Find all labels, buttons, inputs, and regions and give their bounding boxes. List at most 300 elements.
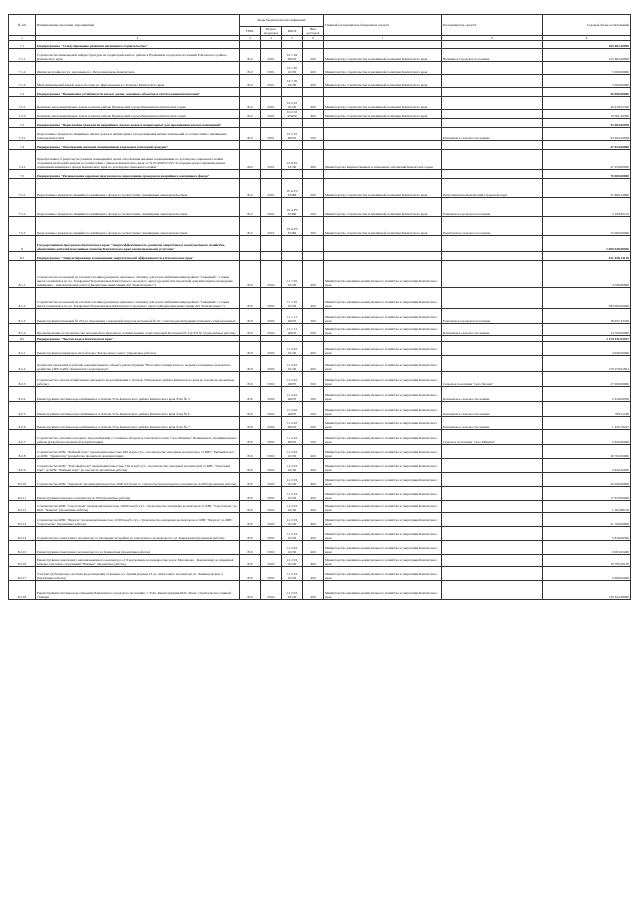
row-name: Реконструкция самотечного канализационного коллектора от 8 км (камеры на перекрестке дорог Молчанова - Ковальская) до приемной камеры очистных сооружений "Южные" (проектные работы) <box>36 555 240 567</box>
row-name: Реконструкция системы водоснабжения в п. Ключи Усть-Камчатского района Камчатского края Этап № 5 <box>36 387 240 402</box>
row-kcsr: 11 1 05 10130 <box>282 288 303 309</box>
row-volume: 2 960,00000 <box>543 567 631 581</box>
row-glav: Министерство жилищно-коммунального хозяйства и энергетики Камчатского края <box>324 473 442 487</box>
header-volume: Годовой объем ассигнований <box>543 15 631 36</box>
row-number: 7.4 <box>9 141 36 150</box>
row-name: Подпрограмма "Обеспечение жилыми помещениями отдельных категорий граждан" <box>36 141 240 150</box>
table-row <box>9 501 631 513</box>
row-glav: Министерство жилищно-коммунального хозяйства и энергетики Камчатского края <box>324 387 442 402</box>
row-glav: Министерство жилищно-коммунального хозяйства и энергетики Камчатского края <box>324 372 442 387</box>
row-rasp: Сельское поселение "село Манилы" <box>442 430 543 445</box>
row-kcsr: 11 2 03 10130 <box>282 445 303 459</box>
row-grbs: 810 <box>240 581 261 600</box>
row-grbs: 812 <box>240 217 261 236</box>
row-rasp <box>442 356 543 372</box>
row-vid: 400 <box>303 473 324 487</box>
table-row <box>9 179 631 198</box>
row-volume: 21 700,00000 <box>543 513 631 527</box>
row-glav: Министерство жилищно-коммунального хозяйства и энергетики Камчатского края <box>324 288 442 309</box>
row-grbs: 810 <box>240 324 261 336</box>
row-rasp <box>442 288 543 309</box>
table-row <box>9 110 631 119</box>
row-rasp <box>442 541 543 555</box>
row-name: Приобретение (строительство) жилых помещений в целях обеспечения жилыми помещениями по договорам социального найма отдельных категорий граждан в соответствии с Законом Камчатского края от 31.03.2009 N 253 "О порядке предоставления жилых помещений жилищного фонда Камчатского края по договорам социального найма" <box>36 150 240 170</box>
row-grbs: 810 <box>240 356 261 372</box>
row-name: Комплекс многоквартирных домов в жилом районе Приморский города Вилючинска Камчатского края <box>36 110 240 119</box>
row-razdel: 0502 <box>261 261 282 288</box>
row-razdel: 0502 <box>261 555 282 567</box>
row-vid: 400 <box>303 288 324 309</box>
row-name: Многоквартирный жилой дом в поселке ул. Жупановская в г. Елизово Камчатского края <box>36 75 240 88</box>
row-vid <box>303 236 324 252</box>
row-vid: 400 <box>303 527 324 541</box>
row-volume: 29 290,00000 <box>543 473 631 487</box>
row-kcsr: 11 2 02 40070 <box>282 402 303 417</box>
header-name: Наименование программ, мероприятий <box>36 15 240 36</box>
table-row <box>9 170 631 179</box>
row-glav: Министерство жилищно-коммунального хозяйства и энергетики Камчатского края <box>324 487 442 501</box>
row-name: Строительство инженерной инфраструктуры на территории жилого района в Вулканном городском поселении Елизовского района Камчатского края <box>36 49 240 62</box>
row-number: 7.5 <box>9 170 36 179</box>
row-kcsr <box>282 119 303 128</box>
row-volume: 5 818,06500 <box>543 527 631 541</box>
table-row <box>9 342 631 356</box>
row-glav <box>324 236 442 252</box>
row-rasp: Сельское поселение "село Лесная" <box>442 372 543 387</box>
row-name: Доработка проектной и рабочей документации по объекту реконструкции "Насосная станция второго подъема и камерное реагентное хозяйство (ЗРУ-6 кВ) "Авачинского водопровода" <box>36 356 240 372</box>
row-rasp <box>442 119 543 128</box>
row-glav: Министерство жилищно-коммунального хозяйства и энергетики Камчатского края <box>324 430 442 445</box>
row-volume: 3 100,85110 <box>543 198 631 217</box>
row-razdel: 0502 <box>261 356 282 372</box>
row-volume: 6 903,65200 <box>543 541 631 555</box>
row-grbs: 810 <box>240 387 261 402</box>
row-kcsr: 11 2 02 10130 <box>282 342 303 356</box>
table-row <box>9 356 631 372</box>
table-row <box>9 252 631 261</box>
row-rasp <box>442 342 543 356</box>
row-kcsr: 11 2 03 10130 <box>282 459 303 473</box>
row-glav <box>324 141 442 150</box>
row-number: 8.2.17 <box>9 567 36 581</box>
row-kcsr: 11 2 02 40070 <box>282 387 303 402</box>
row-grbs: 810 <box>240 309 261 324</box>
row-grbs: 810 <box>240 261 261 288</box>
row-rasp: Петропавловск-Камчатский городской округ <box>442 179 543 198</box>
row-grbs <box>240 141 261 150</box>
row-kcsr <box>282 41 303 49</box>
row-rasp <box>442 567 543 581</box>
row-kcsr: 11 2 02 40070 <box>282 417 303 430</box>
row-razdel <box>261 252 282 261</box>
header-num: № п/п <box>9 15 36 36</box>
row-kcsr: 10 3 01 40070 <box>282 128 303 141</box>
row-name: Подпрограмма "Энергосбережение и повышение энергетической эффективности в Камчатском крае" <box>36 252 240 261</box>
row-rasp <box>442 555 543 567</box>
row-razdel: 0502 <box>261 459 282 473</box>
table-row <box>9 417 631 430</box>
table-row <box>9 445 631 459</box>
row-name: Подпрограмма "Региональная адресная программа по переселению граждан из аварийного жилищного фонда" <box>36 170 240 179</box>
table-body <box>9 41 631 600</box>
row-vid: 500 <box>303 198 324 217</box>
table-row <box>9 387 631 402</box>
row-razdel: 0502 <box>261 473 282 487</box>
row-name: Переселение граждан из аварийных жилых домов и непригодных для проживания жилых помещений в соответствии с жилищным законодательством <box>36 128 240 141</box>
row-grbs: 810 <box>240 487 261 501</box>
row-number: 7.5.3 <box>9 217 36 236</box>
row-glav: Министерство жилищно-коммунального хозяйства и энергетики Камчатского края <box>324 417 442 430</box>
row-grbs: 812 <box>240 97 261 110</box>
row-name: Подпрограмма "Чистая вода в Камчатском крае" <box>36 336 240 342</box>
row-vid: 400 <box>303 567 324 581</box>
header-rasp: Распорядитель средств <box>442 15 543 36</box>
row-volume: 14 700,00000 <box>543 324 631 336</box>
row-kcsr: 11 2 03 10130 <box>282 581 303 600</box>
row-kcsr <box>282 141 303 150</box>
row-vid: 400 <box>303 459 324 473</box>
row-name: Реконструкция резервуаров чистой воды "Богородское озеро" (проектные работы) <box>36 342 240 356</box>
row-vid: 400 <box>303 62 324 75</box>
table-row <box>9 75 631 88</box>
row-grbs: 810 <box>240 473 261 487</box>
row-number: 7.3.1 <box>9 128 36 141</box>
table-row <box>9 372 631 387</box>
row-name: Подпрограмма "Повышение устойчивости жилых домов, основных объектов и систем жизнеобеспечения" <box>36 88 240 97</box>
row-glav: Министерство строительства и жилищной политики Камчатского края <box>324 110 442 119</box>
table-row <box>9 236 631 252</box>
row-volume: 4 598,80800 <box>543 261 631 288</box>
row-kcsr: 11 2 03 10130 <box>282 501 303 513</box>
row-vid: 500 <box>303 309 324 324</box>
row-glav: Министерство жилищно-коммунального хозяйства и энергетики Камчатского края <box>324 567 442 581</box>
row-razdel: 0502 <box>261 513 282 527</box>
row-vid: 400 <box>303 487 324 501</box>
row-volume: 3 430,00000 <box>543 430 631 445</box>
index-cell: 1 <box>9 36 36 41</box>
row-rasp <box>442 170 543 179</box>
row-name: Строительство КНС "Серогалова" производительностью 16590 м.куб./сут., строительство напорных коллекторов от КНС "Серогалова" до КОС "Чавыча" (проектные работы) <box>36 501 240 513</box>
row-grbs <box>240 41 261 49</box>
row-name: Строительство КНС "Заречная" производительностью 2000 м3/сутки со строительством напорного коллектора Д-200 (проектные работы) <box>36 473 240 487</box>
row-rasp: Елизовское городское поселение <box>442 309 543 324</box>
row-rasp <box>442 110 543 119</box>
row-kcsr <box>282 252 303 261</box>
row-volume: 5 000,00000 <box>543 62 631 75</box>
row-rasp: Ключевское сельское поселение <box>442 128 543 141</box>
row-razdel: 0502 <box>261 342 282 356</box>
row-rasp <box>442 97 543 110</box>
row-razdel <box>261 141 282 150</box>
table-row <box>9 324 631 336</box>
row-number: 8.2.3 <box>9 372 36 387</box>
row-rasp <box>442 581 543 600</box>
row-volume: 384 000,00000 <box>543 288 631 309</box>
row-razdel <box>261 88 282 97</box>
row-glav: Министерство строительства и жилищной политики Камчатского края <box>324 49 442 62</box>
row-number: 8.2.18 <box>9 581 36 600</box>
row-volume: 51 899,14890 <box>543 179 631 198</box>
table-row <box>9 261 631 288</box>
table-row <box>9 119 631 128</box>
row-vid: 500 <box>303 387 324 402</box>
table-row <box>9 430 631 445</box>
row-vid <box>303 252 324 261</box>
row-vid: 400 <box>303 110 324 119</box>
row-number: 8.2.10 <box>9 473 36 487</box>
index-cell: 8 <box>442 36 543 41</box>
row-vid: 400 <box>303 541 324 555</box>
row-kcsr: 11 1 05 10130 <box>282 261 303 288</box>
row-grbs: 812 <box>240 75 261 88</box>
row-volume: 30 418,55700 <box>543 97 631 110</box>
row-kcsr: 10 А F3 67484 <box>282 198 303 217</box>
row-volume: 50 000,00000 <box>543 88 631 97</box>
row-glav <box>324 41 442 49</box>
row-number: 8.2.12 <box>9 501 36 513</box>
table-row <box>9 62 631 75</box>
row-name: Реконструкция котельной № 20 (ул. Дорожная) с передачей нагрузок котельной № 10 с учетом реконструкции тепловых сетей котельных <box>36 309 240 324</box>
row-grbs: 812 <box>240 128 261 141</box>
table-row <box>9 555 631 567</box>
row-rasp <box>442 487 543 501</box>
row-name: Реконструкция самотечного коллектора по ул. Кавказская (проектные работы) <box>36 541 240 555</box>
row-glav <box>324 128 442 141</box>
row-grbs: 810 <box>240 445 261 459</box>
row-number: 8.1.1 <box>9 261 36 288</box>
row-number: 7.4.1 <box>9 150 36 170</box>
row-glav: Министерство имущественных и земельных отношений Камчатского края <box>324 150 442 170</box>
row-grbs <box>240 119 261 128</box>
row-vid: 400 <box>303 75 324 88</box>
row-kcsr <box>282 88 303 97</box>
row-razdel: 0502 <box>261 372 282 387</box>
row-name: Строительство системы холодного водоснабжения с головным забором и очисткой поселка "село Манилы" Пенжинского муниципального района (разработка проектной документации) <box>36 430 240 445</box>
row-rasp: Паратунское сельское поселение <box>442 217 543 236</box>
row-number: 8.2.8 <box>9 445 36 459</box>
row-grbs <box>240 236 261 252</box>
row-kcsr: 10 1 05 10130 <box>282 62 303 75</box>
row-number: 7.2.1 <box>9 97 36 110</box>
table-row <box>9 150 631 170</box>
row-number: 8.2.4 <box>9 387 36 402</box>
row-number: 8.2.15 <box>9 541 36 555</box>
row-rasp: Елизовское городское поселение <box>442 198 543 217</box>
row-grbs: 810 <box>240 541 261 555</box>
row-volume: 19 795,50150 <box>543 555 631 567</box>
row-grbs: 812 <box>240 198 261 217</box>
row-rasp <box>442 459 543 473</box>
row-vid: 400 <box>303 445 324 459</box>
row-name: Строительство котельной на газовом топливе (резервное дизельное топливо) для теплоснабжения микрорайона "Северный", а также жилого комплекса по ул. Тундровая Петропавловск-Камчатского городского округа (Бюджетные инвестиции АО "Камчатэнерго") <box>36 288 240 309</box>
row-razdel <box>261 119 282 128</box>
index-cell: 2 <box>36 36 240 41</box>
row-glav <box>324 252 442 261</box>
table-row <box>9 487 631 501</box>
index-cell: 7 <box>324 36 442 41</box>
row-kcsr: 11 1 11 40070 <box>282 309 303 324</box>
row-name: Реконструкция системы водоснабжения в п. Ключи Усть-Камчатского района Камчатского края Этап № 6 <box>36 402 240 417</box>
row-razdel: 0501 <box>261 150 282 170</box>
row-volume: 15 000,00000 <box>543 217 631 236</box>
header-glav: Главный распорядитель бюджетных средств <box>324 15 442 36</box>
table-row <box>9 309 631 324</box>
row-number: 7.1.1 <box>9 49 36 62</box>
row-grbs: 810 <box>240 417 261 430</box>
row-kcsr: 10 9 01 10130 <box>282 150 303 170</box>
row-grbs: 810 <box>240 288 261 309</box>
row-vid: 400 <box>303 513 324 527</box>
row-vid: 500 <box>303 324 324 336</box>
row-name: Строительство КНС "Фрунзе" производительностью 11300 м.куб./сут., строительство напорных коллекторов от КНС "Фрунзе" до КНС "Серогалова" (проектные работы) <box>36 513 240 527</box>
row-grbs: 810 <box>240 459 261 473</box>
row-number: 8.1.2 <box>9 288 36 309</box>
row-number: 7.3 <box>9 119 36 128</box>
row-name: Реконструкция напорного коллектора Д-700 (проектные работы) <box>36 487 240 501</box>
header-razdel: Раздел, подраздел <box>261 27 282 36</box>
row-grbs: 810 <box>240 402 261 417</box>
row-volume: 4 949,00000 <box>543 342 631 356</box>
row-rasp <box>442 473 543 487</box>
row-glav: Министерство строительства и жилищной политики Камчатского края <box>324 97 442 110</box>
row-name: Строительство котельной на газовом топливе (резервное дизельное топливо) для теплоснабжения микрорайона "Северный", а также жилого комплекса по ул. Тундровая Петропавловск-Камчатского городского округа (разработка проектной документации и проведение инженерно - изыскательских работ) (Бюджетные инвестиции АО "Камчатэнерго") <box>36 261 240 288</box>
row-name: Реконструкция системы водоотведения Елизовского городского поселения. 1 Этап. Реконструкция КОС-29 км, строительство главной станции <box>36 581 240 600</box>
row-glav: Министерство жилищно-коммунального хозяйства и энергетики Камчатского края <box>324 261 442 288</box>
row-razdel: 0502 <box>261 581 282 600</box>
row-name: Реконструкция системы водоснабжения в п. Ключи Усть-Камчатского района Камчатского края Этап № 7 <box>36 417 240 430</box>
row-rasp: Вулканное городское поселение <box>442 49 543 62</box>
row-vid: 500 <box>303 430 324 445</box>
row-volume: 421 936,14129 <box>543 252 631 261</box>
row-kcsr <box>282 170 303 179</box>
document-page <box>8 14 631 600</box>
row-razdel: 0502 <box>261 501 282 513</box>
table-row <box>9 513 631 527</box>
row-grbs: 812 <box>240 110 261 119</box>
row-kcsr: 10 А F3 67484 <box>282 217 303 236</box>
header-vid: Вид расходов <box>303 27 324 36</box>
row-volume: 47 034,00000 <box>543 141 631 150</box>
row-vid: 500 <box>303 372 324 387</box>
row-glav: Министерство жилищно-коммунального хозяйства и энергетики Камчатского края <box>324 356 442 372</box>
row-volume: 27 000,00000 <box>543 372 631 387</box>
row-razdel: 0501 <box>261 179 282 198</box>
header-kcsr: КЦСР <box>282 27 303 36</box>
row-volume: 2 619,06509 <box>543 387 631 402</box>
row-kcsr: 10 1 04 40070 <box>282 49 303 62</box>
row-grbs <box>240 252 261 261</box>
table-row <box>9 473 631 487</box>
row-number: 8.2.14 <box>9 527 36 541</box>
row-grbs: 810 <box>240 501 261 513</box>
row-rasp <box>442 445 543 459</box>
row-grbs <box>240 170 261 179</box>
row-glav: Министерство жилищно-коммунального хозяйства и энергетики Камчатского края <box>324 541 442 555</box>
row-vid <box>303 141 324 150</box>
row-glav: Министерство жилищно-коммунального хозяйства и энергетики Камчатского края <box>324 309 442 324</box>
row-razdel: 0502 <box>261 445 282 459</box>
row-glav: Министерство жилищно-коммунального хозяйства и энергетики Камчатского края <box>324 445 442 459</box>
row-volume: 47 034,00000 <box>543 150 631 170</box>
row-grbs: 810 <box>240 430 261 445</box>
row-razdel: 0501 <box>261 97 282 110</box>
row-razdel: 0502 <box>261 487 282 501</box>
row-name: Строительство самотечного коллектора от площадки застройки до самотечного коллектора по ул. Кавказская (проектные работы) <box>36 527 240 541</box>
row-volume: 1 450,76225 <box>543 417 631 430</box>
row-number: 8.2.16 <box>9 555 36 567</box>
row-volume: 18 637,33329 <box>543 309 631 324</box>
row-number: 7.1.3 <box>9 75 36 88</box>
row-name: Строительство систем хозяйственно-питьевого водоснабжения с. Лесная, Тигильского района Камчатского края (в том числе проектные работы) <box>36 372 240 387</box>
row-glav: Министерство жилищно-коммунального хозяйства и энергетики Камчатского края <box>324 513 442 527</box>
row-number: 8.1 <box>9 252 36 261</box>
row-glav: Министерство жилищно-коммунального хозяйства и энергетики Камчатского края <box>324 555 442 567</box>
row-glav: Министерство жилищно-коммунального хозяйства и энергетики Камчатского края <box>324 324 442 336</box>
row-number: 7.5.2 <box>9 198 36 217</box>
row-razdel <box>261 41 282 49</box>
table-row <box>9 402 631 417</box>
row-name: Подпрограмма "Стимулирование развития жилищного строительства" <box>36 41 240 49</box>
row-razdel: 0501 <box>261 62 282 75</box>
table-row <box>9 128 631 141</box>
row-name: Строительство КНС "Торговый порт" производительностью 150 м.куб./сут., строительство напорных коллекторов от КНС "Торговый порт" до КНС "Рыбный порт" (в том числе проектные работы) <box>36 459 240 473</box>
row-grbs: 812 <box>240 62 261 75</box>
row-number: 8.2.7 <box>9 430 36 445</box>
row-name: Комплекс многоквартирных домов в жилом районе Приморский города Вилючинска Камчатского края <box>36 97 240 110</box>
row-kcsr: 11 2 03 10130 <box>282 487 303 501</box>
row-glav: Министерство жилищно-коммунального хозяйства и энергетики Камчатского края <box>324 527 442 541</box>
row-glav: Министерство жилищно-коммунального хозяйства и энергетики Камчатского края <box>324 459 442 473</box>
row-razdel: 0501 <box>261 49 282 62</box>
header-codes-group: Коды бюджетной классификации <box>240 15 324 27</box>
table-row <box>9 49 631 62</box>
row-name: Строительство КНС "Рыбный порт" производительностью 466 м.куб./сут., строительство напорных коллекторов от КНС "Рыбный порт" до КНС "Драмтеатр" (разработка проектной документации) <box>36 445 240 459</box>
row-vid: 400 <box>303 356 324 372</box>
row-volume: 130 642,98000 <box>543 581 631 600</box>
row-number: 8.2.2 <box>9 356 36 372</box>
row-glav <box>324 170 442 179</box>
row-grbs: 812 <box>240 179 261 198</box>
row-glav: Министерство строительства и жилищной политики Камчатского края <box>324 217 442 236</box>
row-vid: 500 <box>303 402 324 417</box>
row-name: Переселение граждан из аварийного жилищного фонда в соответствии с жилищным законодательством <box>36 179 240 198</box>
table-row <box>9 97 631 110</box>
row-number: 8.1.4 <box>9 324 36 336</box>
row-kcsr: 11 2 03 10130 <box>282 541 303 555</box>
row-kcsr: 11 2 03 10130 <box>282 527 303 541</box>
row-number: 8.2.5 <box>9 402 36 417</box>
row-vid: 500 <box>303 217 324 236</box>
row-number: 7.2 <box>9 88 36 97</box>
table-row <box>9 567 631 581</box>
table-row <box>9 459 631 473</box>
row-kcsr <box>282 236 303 252</box>
table-row <box>9 288 631 309</box>
row-volume: 53 464,56938 <box>543 119 631 128</box>
row-grbs: 810 <box>240 555 261 567</box>
row-razdel: 0501 <box>261 217 282 236</box>
table-header <box>9 15 631 41</box>
row-razdel: 0502 <box>261 309 282 324</box>
row-number: 8.2.6 <box>9 417 36 430</box>
row-razdel: 0501 <box>261 75 282 88</box>
row-vid: 500 <box>303 179 324 198</box>
row-razdel: 0502 <box>261 417 282 430</box>
row-number: 8.2 <box>9 336 36 342</box>
row-rasp <box>442 41 543 49</box>
budget-table <box>8 14 631 600</box>
row-vid <box>303 170 324 179</box>
